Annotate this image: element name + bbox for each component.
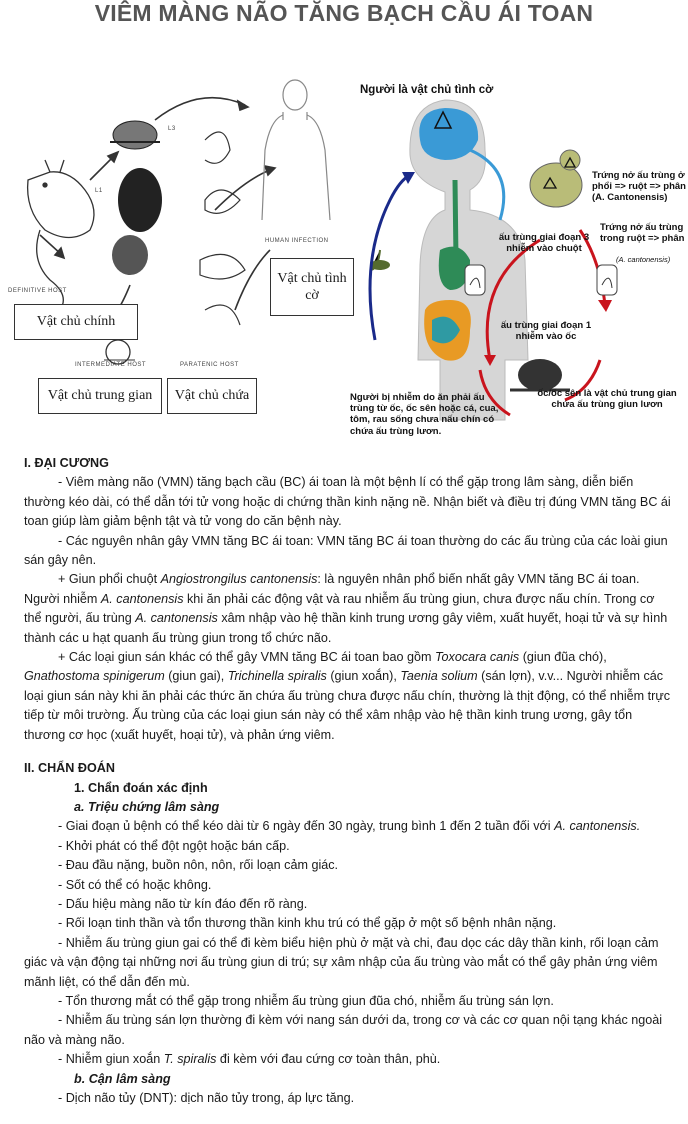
rat-icon: [530, 150, 582, 207]
intermediate-host-caption: INTERMEDIATE HOST: [75, 362, 147, 368]
section-1-heading: I. ĐẠI CƯƠNG: [24, 456, 109, 470]
snail-icon: [510, 359, 570, 391]
document-body: [24, 450, 674, 1108]
snail-label: ốc/ốc sên là vật chủ trung gian chứa ấu trùng giun lươn: [537, 388, 677, 411]
s1-paragraph-2: - Các nguyên nhân gây VMN tăng BC ái toan: VMN tăng BC ái toan thường do các ấu trùng của các loài giun sán gây nên.: [24, 533, 668, 568]
egg-label: Trứng nở ấu trùng trong ruột => phân: [600, 222, 685, 245]
stage1-label: ấu trùng giai đoạn 1 nhiễm vào ốc: [500, 320, 592, 343]
section-2-heading: II. CHẨN ĐOÁN: [24, 761, 115, 776]
species-label: (A. cantonensis): [616, 255, 671, 264]
s1-paragraph-4: + Các loại giun sán khác có thể gây VMN tăng BC ái toan bao gồm Toxocara canis (giun đũa chó), Gnathostoma spinigerum (giun gai), Trichinella spiralis (giun xoắn), Taenia solium (sán lợn), v.v... Người nhiễm các loại giun sán này khi ăn phải các thức ăn chứa ấu trùng chưa được nấu chín, thường là thịt động, có thể nhiễm trực tiếp từ môi trường. Ấu trùng của các loại giun sán này có thể xâm nhập vào hệ thần kinh trung ương, gây tổn thương cơ học (xuất huyết, hoại tử), và phản ứng viêm.: [24, 650, 671, 742]
s2-item-10: - Nhiễm giun xoắn T. spiralis đi kèm với đau cứng cơ toàn thân, phù.: [58, 1052, 441, 1067]
l1-label: L1: [95, 188, 103, 194]
s2-subheading-a: a. Triệu chứng lâm sàng: [74, 799, 220, 814]
paratenic-host-box: Vật chủ chứa: [167, 378, 257, 414]
s2-item-4: - Sốt có thể có hoặc không.: [58, 877, 212, 892]
page-title: VIÊM MÀNG NÃO TĂNG BẠCH CẦU ÁI TOAN: [94, 0, 594, 26]
definitive-host-caption: DEFINITIVE HOST: [8, 288, 67, 294]
l3-label: L3: [168, 126, 176, 132]
s2-item-2: - Khởi phát có thể đột ngột hoặc bán cấp.: [58, 838, 290, 853]
s2-item-11: - Dịch não tủy (DNT): dịch não tủy trong, áp lực tăng.: [58, 1091, 355, 1105]
human-outline-drawing: [262, 80, 330, 220]
rat-label: Trứng nở ấu trùng ở phổi => ruột => phân (A. Cantonensis): [592, 170, 686, 204]
definitive-host-box: Vật chủ chính: [14, 304, 138, 340]
s2-item-8: - Tổn thương mắt có thể gặp trong nhiễm ấu trùng giun đũa chó, nhiễm ấu trùng sán lợn.: [58, 993, 554, 1008]
life-cycle-diagram: [0, 60, 688, 440]
s2-subheading-b: b. Cận lâm sàng: [74, 1071, 171, 1086]
paratenic-host-caption: PARATENIC HOST: [180, 362, 239, 368]
stage3-label: ấu trùng giai đoạn 3 nhiễm vào chuột: [498, 232, 590, 255]
accidental-host-box: Vật chủ tình cờ: [270, 258, 354, 316]
s2-item-1: - Giai đoạn ủ bệnh có thể kéo dài từ 6 ngày đến 30 ngày, trung bình 1 đến 2 tuần đối với A. cantonensis.: [58, 819, 641, 834]
s2-item-9: - Nhiễm ấu trùng sán lợn thường đi kèm với nang sán dưới da, trong cơ và các cơ quan nội tạng khác ngoài não và màng não.: [24, 1013, 663, 1047]
human-infection-caption: HUMAN INFECTION: [265, 238, 329, 244]
s2-subheading-1: 1. Chẩn đoán xác định: [74, 780, 208, 795]
accidental-host-title: Người là vật chủ tình cờ: [360, 84, 494, 96]
s1-paragraph-1: - Viêm màng não (VMN) tăng bạch cầu (BC) ái toan là một bệnh lí có thể gặp trong lâm sàng, diễn biến thường kéo dài, có thể dẫn tới tử vong hoặc di chứng thần kinh nặng nề. Nhận biết và điều trị đúng VMN tăng BC ái toan giúp làm giảm bệnh tật và tử vong do căn bệnh này.: [24, 475, 671, 529]
intermediate-host-box: Vật chủ trung gian: [38, 378, 162, 414]
human-infection-label: Người bị nhiễm do ăn phải ấu trùng từ ốc, ốc sên hoặc cá, cua, tôm, rau sống chưa nấu chín có chứa ấu trùng lươn.: [350, 392, 499, 437]
s2-item-6: - Rối loạn tinh thần và tổn thương thần kinh khu trú có thể gặp ở một số bệnh nhân nặng.: [58, 916, 557, 931]
s2-item-7: - Nhiễm ấu trùng giun gai có thể đi kèm biểu hiện phù ở mặt và chi, đau dọc các dây thần kinh, rối loạn cảm giác và vận động tại những nơi ấu trùng giun di trú; sự xâm nhập của ấu trùng vào mắt có thể gây phản ứng viêm mãnh liệt, có thể dẫn đến mù.: [24, 935, 659, 989]
s2-item-5: - Dấu hiệu màng não từ kín đáo đến rõ ràng.: [58, 896, 308, 911]
paratenic-drawings: [200, 132, 245, 325]
human-body-diagram: [370, 100, 528, 420]
s2-item-3: - Đau đầu nặng, buồn nôn, nôn, rối loạn cảm giác.: [58, 858, 339, 873]
s1-paragraph-3: + Giun phổi chuột Angiostrongilus cantonensis: là nguyên nhân phổ biến nhất gây VMN tăng BC ái toan. Người nhiễm A. cantonensis khi ăn phải các động vật và rau nhiễm ấu trùng giun, chưa được nấu chín. Trong cơ thể người, ấu trùng A. cantonensis xâm nhập vào hệ thần kinh trung ương gây viêm, xuất huyết, hoại tử và sự hình thành các u hạt quanh ấu trùng giun trong tổ chức não.: [24, 572, 668, 645]
